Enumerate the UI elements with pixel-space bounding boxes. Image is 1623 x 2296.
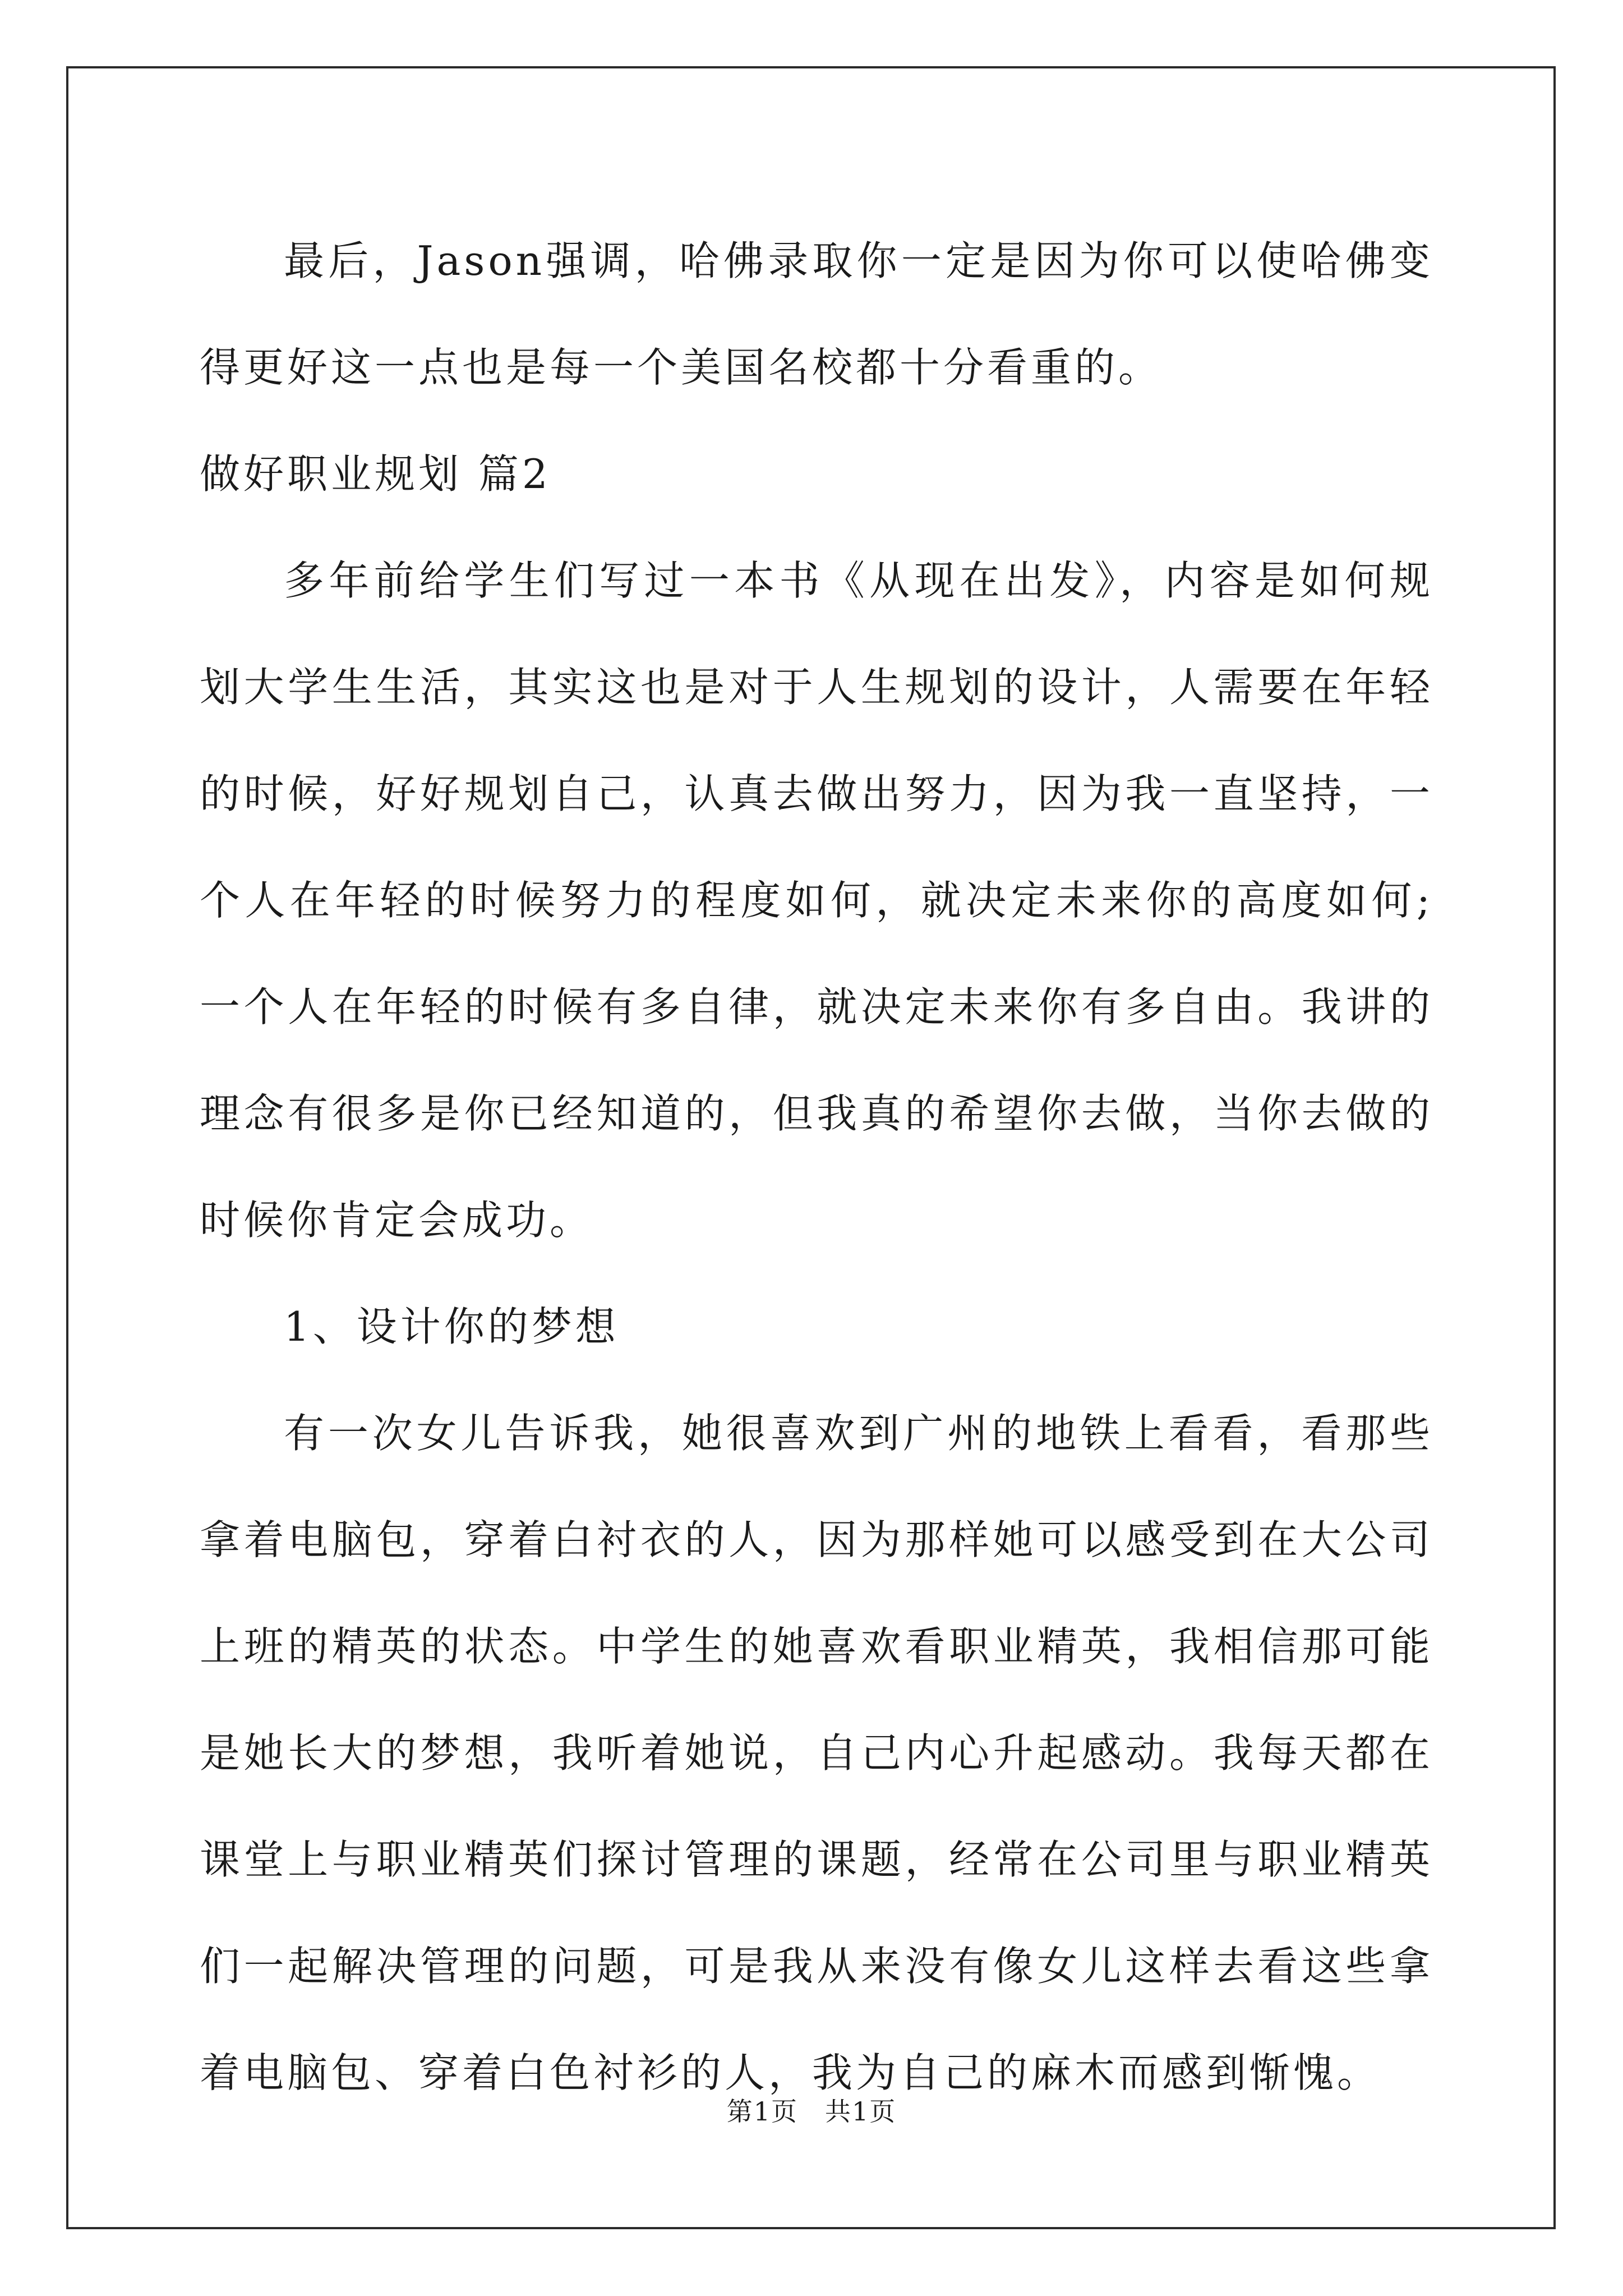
paragraph-planning-intro: 多年前给学生们写过一本书《从现在出发》，内容是如何规划大学生生活，其实这也是对于人生规划的设计，人需要在年轻的时候，好好规划自己，认真去做出努力，因为我一直坚持，一个人在年轻的时候努力的程度如何，就决定未来你的高度如何;一个人在年轻的时候有多自律，就决定未来你有多自由。我讲的理念有很多是你已经知道的，但我真的希望你去做，当你去做的时候你肯定会成功。 xyxy=(200,557,1433,1244)
paragraph-daughter-story: 有一次女儿告诉我，她很喜欢到广州的地铁上看看，看那些拿着电脑包，穿着白衬衣的人，因为那样她可以感受到在大公司上班的精英的状态。中学生的她喜欢看职业精英，我相信那可能是她长大的梦想，我听着她说，自己内心升起感动。我每天都在课堂上与职业精英们探讨管理的课题，经常在公司里与职业精英们一起解决管理的问题，可是我从来没有像女儿这样去看这些拿着电脑包、穿着白色衬衫的人，我为自己的麻木而感到惭愧。 xyxy=(200,1410,1433,2096)
subheading-design-dream: 1、设计你的梦想 xyxy=(284,1303,619,1350)
page-footer: 第1页 共1页 xyxy=(726,2096,897,2127)
section-heading: 做好职业规划 篇2 xyxy=(200,450,551,498)
paragraph-harvard-conclusion: 最后，Jason强调，哈佛录取你一定是因为你可以使哈佛变得更好这一点也是每一个美国名校都十分看重的。 xyxy=(200,237,1433,391)
document-body xyxy=(200,208,1433,2126)
